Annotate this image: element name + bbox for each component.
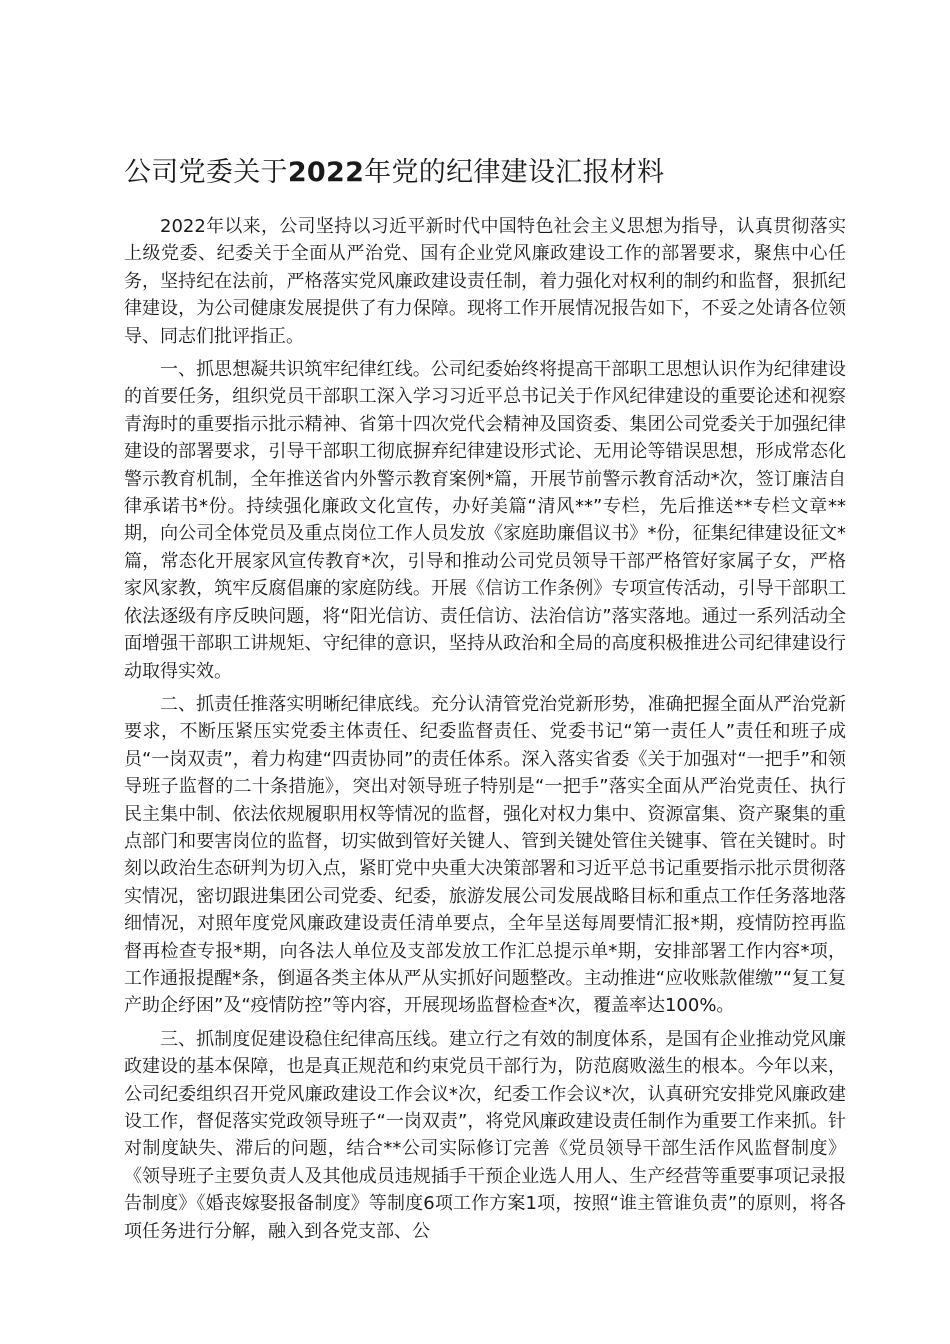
title-prefix: 公司党委关于 [124, 157, 288, 188]
section-2-paragraph: 二、抓责任推落实明晰纪律底线。充分认清管党治党新形势，准确把握全面从严治党新要求，不断压紧压实党委主体责任、纪委监督责任、党委书记“第一责任人”责任和班子成员“一岗双责”，着力构建“四责协同”的责任体系。深入落实省委《关于加强对“一把手”和领导班子监督的二十条措施》，突出对领导班子特别是“一把手”落实全面从严治党责任、执行民主集中制、依法依规履职用权等情况的监督，强化对权力集中、资源富集、资产聚集的重点部门和要害岗位的监督，切实做到管好关键人、管到关键处管住关键事、管在关键时。时刻以政治生态研判为切入点，紧盯党中央重大决策部署和习近平总书记重要指示批示贯彻落实情况，密切跟进集团公司党委、纪委，旅游发展公司发展战略目标和重点工作任务落地落细情况，对照年度党风廉政建设责任清单要点，全年呈送每周要情汇报*期，疫情防控再监督再检查专报*期，向各法人单位及支部发放工作汇总提示单*期，安排部署工作内容*项，工作通报提醒*条，倒逼各类主体从严从实抓好问题整改。主动推进“应收账款催缴”“复工复产助企纾困”及“疫情防控”等内容，开展现场监督检查*次，覆盖率达100%。 [124, 693, 846, 1017]
section-3-paragraph: 三、抓制度促建设稳住纪律高压线。建立行之有效的制度体系，是国有企业推动党风廉政建设的基本保障，也是真正规范和约束党员干部行为，防范腐败滋生的根本。今年以来，公司纪委组织召开党风廉政建设工作会议*次，纪委工作会议*次，认真研究安排党风廉政建设工作，督促落实党政领导班子“一岗双责”，将党风廉政建设责任制作为重要工作来抓。针对制度缺失、滞后的问题，结合**公司实际修订完善《党员领导干部生活作风监督制度》《领导班子主要负责人及其他成员违规插手干预企业选人用人、生产经营等重要事项记录报告制度》《婚丧嫁娶报备制度》等制度6项工作方案1项，按照“谁主管谁负责”的原则，将各项任务进行分解，融入到各党支部、公 [124, 1028, 846, 1242]
document-page [124, 150, 846, 1251]
title-year: 2022 [287, 157, 365, 188]
document-title [124, 150, 846, 196]
section-1-paragraph: 一、抓思想凝共识筑牢纪律红线。公司纪委始终将提高干部职工思想认识作为纪律建设的首要任务，组织党员干部职工深入学习习近平总书记关于作风纪律建设的重要论述和视察青海时的重要指示批示精神、省第十四次党代会精神及国资委、集团公司党委关于加强纪律建设的部署要求，引导干部职工彻底摒弃纪律建设形式论、无用论等错误思想，形成常态化警示教育机制，全年推送省内外警示教育案例*篇，开展节前警示教育活动*次，签订廉洁自律承诺书*份。持续强化廉政文化宣传，办好美篇“清风**”专栏，先后推送**专栏文章**期，向公司全体党员及重点岗位工作人员发放《家庭助廉倡议书》*份，征集纪律建设征文*篇，常态化开展家风宣传教育*次，引导和推动公司党员领导干部严格管好家属子女，严格家风家教，筑牢反腐倡廉的家庭防线。开展《信访工作条例》专项宣传活动，引导干部职工依法逐级有序反映问题，将“阳光信访、责任信访、法治信访”落实落地。通过一系列活动全面增强干部职工讲规矩、守纪律的意识，坚持从政治和全局的高度积极推进公司纪律建设行动取得实效。 [124, 359, 846, 682]
intro-paragraph: 2022年以来，公司坚持以习近平新时代中国特色社会主义思想为指导，认真贯彻落实上级党委、纪委关于全面从严治党、国有企业党风廉政建设工作的部署要求，聚焦中心任务，坚持纪在法前，严格落实党风廉政建设责任制，着力强化对权利的制约和监督，狠抓纪律建设，为公司健康发展提供了有力保障。现将工作开展情况报告如下，不妥之处请各位领导、同志们批评指正。 [124, 216, 846, 347]
title-suffix: 年党的纪律建设汇报材料 [364, 157, 665, 188]
